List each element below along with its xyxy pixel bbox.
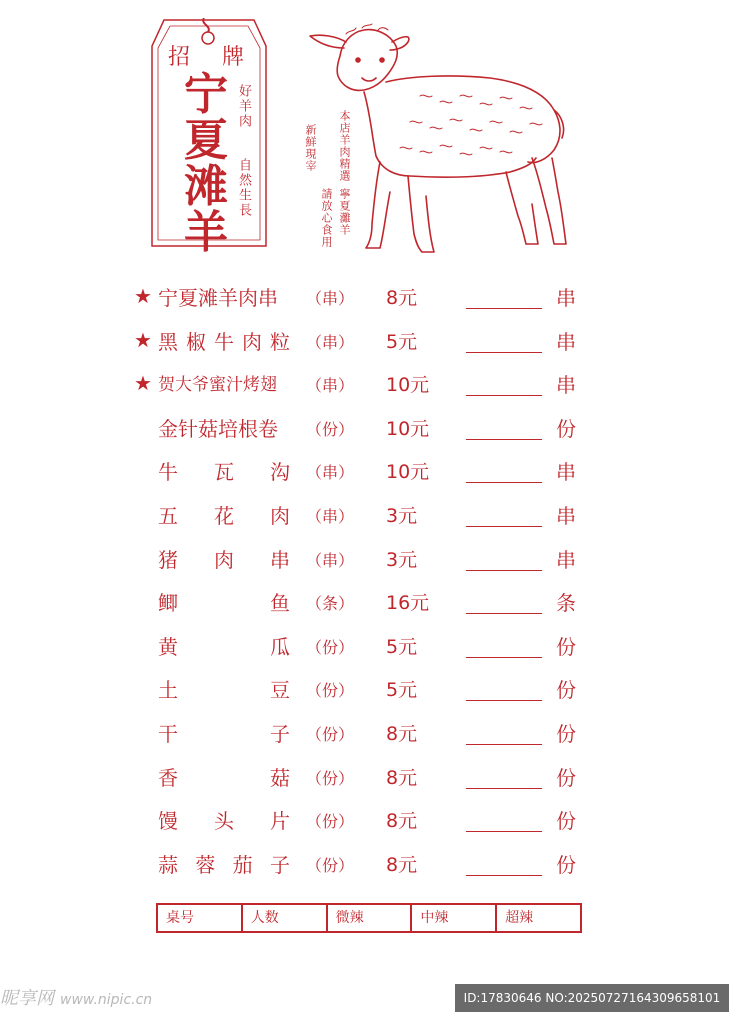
quantity-blank-line[interactable] — [466, 657, 542, 658]
menu-item-count-unit: 份 — [556, 722, 576, 746]
menu-item-name-char: 瓦 — [214, 460, 234, 485]
menu-item-name-char: 根 — [238, 416, 258, 441]
featured-star-icon: ★ — [134, 284, 152, 308]
menu-item-name-char: 香 — [158, 765, 178, 790]
tag-right-char: 牌 — [222, 45, 245, 70]
menu-item-unit: （份） — [306, 768, 355, 788]
menu-item-name-char: 牛 — [214, 329, 234, 354]
menu-item — [0, 720, 729, 750]
menu-item-price: 10元 — [386, 461, 430, 484]
menu-item-price: 8元 — [386, 810, 418, 833]
quantity-blank-line[interactable] — [466, 526, 542, 527]
menu-item-count-unit: 份 — [556, 678, 576, 703]
watermark-left — [0, 984, 152, 1010]
quantity-blank-line[interactable] — [466, 439, 542, 440]
menu-item-name-char: 馒 — [158, 809, 178, 834]
menu-item-name — [158, 458, 290, 486]
menu-item — [0, 851, 729, 881]
quantity-blank-line[interactable] — [466, 352, 542, 353]
menu-item-name-char: 卷 — [258, 416, 278, 441]
menu-item-name — [158, 284, 290, 312]
menu-item-count-unit: 串 — [556, 373, 576, 398]
menu-item — [0, 371, 729, 401]
menu-item — [0, 807, 729, 837]
menu-item-unit: （串） — [306, 550, 355, 570]
menu-item-price: 10元 — [386, 374, 430, 397]
quantity-blank-line[interactable] — [466, 744, 542, 745]
side-text-selected: 本店羊肉精選 — [338, 110, 351, 182]
menu-item-count-unit: 串 — [556, 329, 576, 354]
watermark-url: www.nipic.cn — [60, 992, 153, 1008]
menu-item-name-char: 宁 — [158, 286, 178, 310]
menu-item-name-char: 培 — [218, 416, 238, 441]
menu-item-name-char: 串 — [258, 286, 278, 310]
menu-item-unit: （份） — [306, 855, 355, 875]
menu-item-name-char: 贺 — [158, 375, 175, 396]
extra-spicy-cell[interactable]: 超辣 — [505, 910, 534, 926]
menu-item — [0, 284, 729, 314]
menu-item-name-char: 翅 — [260, 375, 277, 396]
menu-item-unit: （串） — [306, 332, 355, 352]
menu-item-name — [158, 415, 290, 443]
watermark-logo: 昵享网 — [0, 988, 54, 1009]
menu-item-count-unit: 份 — [556, 416, 576, 441]
menu-item-count-unit: 串 — [556, 460, 576, 485]
menu-item-count-unit: 份 — [556, 809, 576, 834]
table-number-cell[interactable]: 桌号 — [158, 905, 243, 931]
people-count-cell[interactable]: 人数 — [243, 905, 328, 931]
tag-title — [180, 69, 232, 258]
menu-item-name-char: 菇 — [198, 416, 218, 441]
menu-item-price: 3元 — [386, 505, 418, 527]
menu-item-name-char: 茄 — [232, 852, 253, 877]
menu-item-name-char: 爷 — [192, 375, 209, 396]
menu-item-name-char: 汁 — [226, 375, 243, 396]
quantity-blank-line[interactable] — [466, 308, 542, 309]
medium-spicy-cell[interactable]: 中辣 — [412, 905, 497, 931]
tag-left-char: 招 — [168, 45, 191, 70]
menu-item-price: 8元 — [386, 853, 418, 876]
menu-item-count-unit: 份 — [556, 765, 576, 790]
menu-item-name-char: 猪 — [158, 547, 178, 572]
menu-item-unit: （份） — [306, 637, 355, 657]
menu-item-name-char: 大 — [175, 375, 192, 396]
quantity-blank-line[interactable] — [466, 831, 542, 832]
menu-item — [0, 676, 729, 706]
menu-item-price: 5元 — [386, 330, 418, 353]
side-text-assure: 請放心食用 — [320, 188, 333, 248]
quantity-blank-line[interactable] — [466, 570, 542, 571]
menu-item-name-char: 蜜 — [209, 375, 226, 396]
quantity-blank-line[interactable] — [466, 395, 542, 396]
menu-item-name-char: 瓜 — [270, 634, 290, 659]
menu-item-name-char: 豆 — [270, 678, 290, 703]
menu-item-unit: （份） — [306, 681, 355, 701]
menu-item-name — [158, 589, 290, 617]
menu-item-name-char: 子 — [269, 852, 290, 877]
menu-item-name — [158, 328, 290, 356]
title-char: 滩 — [184, 161, 228, 212]
side-text-fresh: 新鮮現宰 — [304, 124, 317, 172]
menu-item-name — [158, 371, 290, 399]
quantity-blank-line[interactable] — [466, 482, 542, 483]
menu-item-name-char: 头 — [214, 809, 234, 834]
title-char: 夏 — [184, 115, 228, 166]
menu-item-price: 8元 — [386, 766, 418, 789]
menu-item-price: 5元 — [386, 635, 418, 658]
menu-item-price: 3元 — [386, 548, 418, 571]
quantity-blank-line[interactable] — [466, 613, 542, 614]
title-char: 宁 — [184, 69, 228, 120]
menu-item-name-char: 菇 — [270, 765, 290, 790]
side-text-origin: 寧夏灘羊 — [338, 188, 351, 236]
menu-item-count-unit: 份 — [556, 634, 576, 659]
menu-item-name-char: 黑 — [158, 329, 178, 354]
menu-item-name-char: 椒 — [186, 329, 206, 354]
menu-item — [0, 589, 729, 619]
menu-item — [0, 328, 729, 358]
menu-item-name — [158, 633, 290, 661]
quantity-blank-line[interactable] — [466, 788, 542, 789]
quantity-blank-line[interactable] — [466, 875, 542, 876]
menu-item-name — [158, 546, 290, 574]
menu-item-name-char: 肉 — [238, 286, 258, 310]
menu-item-name-char: 鱼 — [270, 591, 290, 616]
menu-item-name-char: 肉 — [270, 504, 290, 528]
menu-item-name — [158, 720, 290, 748]
tag-subtitle-1: 好羊肉 — [236, 84, 251, 129]
menu-item-name-char: 牛 — [158, 460, 178, 485]
menu-item-name-char: 子 — [270, 722, 290, 746]
menu-item-name-char: 串 — [270, 547, 290, 572]
menu-item-name-char: 粒 — [270, 329, 290, 354]
menu-item-unit: （串） — [306, 463, 355, 483]
menu-item-name-char: 羊 — [218, 286, 238, 310]
menu-item-count-unit: 份 — [556, 852, 576, 877]
watermark-id: ID:17830646 NO:20250727164309658101 — [455, 984, 729, 1012]
menu-item-name — [158, 676, 290, 704]
menu-item-name-char: 黄 — [158, 634, 178, 659]
menu-item-price: 5元 — [386, 679, 418, 702]
menu-item-name-char: 土 — [158, 678, 178, 703]
menu-item-price: 8元 — [386, 723, 418, 745]
menu-item-unit: （份） — [306, 812, 355, 832]
menu-item-name — [158, 502, 290, 530]
menu-item-name-char: 金 — [158, 416, 178, 441]
menu-item-name — [158, 807, 290, 835]
menu-item-price: 10元 — [386, 417, 430, 440]
menu-item-count-unit: 条 — [556, 591, 576, 616]
menu-item-name-char: 针 — [178, 416, 198, 441]
menu-item-name — [158, 851, 290, 879]
menu-item — [0, 546, 729, 576]
menu-item-unit: （串） — [306, 507, 355, 526]
menu-item-count-unit: 串 — [556, 286, 576, 310]
menu-item-count-unit: 串 — [556, 547, 576, 572]
menu-item-name-char: 肉 — [242, 329, 262, 354]
menu-item-name-char: 滩 — [198, 286, 218, 310]
menu-item-name-char: 夏 — [178, 286, 198, 310]
menu-item-name-char: 干 — [158, 722, 178, 746]
menu-tag — [150, 18, 268, 258]
menu-item-price: 16元 — [386, 592, 430, 615]
menu-item-name-char: 肉 — [214, 547, 234, 572]
menu-item-unit: （串） — [306, 376, 355, 396]
menu-item-unit: （条） — [306, 594, 355, 614]
menu-item — [0, 415, 729, 445]
menu-item-unit: （串） — [306, 289, 355, 308]
menu-item — [0, 458, 729, 488]
tag-subtitle-2: 自然生長 — [236, 158, 251, 218]
menu-item-name-char: 沟 — [270, 460, 290, 485]
title-char: 羊 — [184, 207, 228, 258]
menu-item-name-char: 蒜 — [158, 852, 178, 877]
menu-item — [0, 633, 729, 663]
menu-item — [0, 764, 729, 794]
menu-item-name-char: 五 — [158, 504, 178, 528]
menu-item-name — [158, 764, 290, 792]
menu-item-name-char: 蓉 — [195, 852, 216, 877]
menu-item-name-char: 烤 — [243, 375, 260, 396]
menu-item-unit: （份） — [306, 725, 355, 744]
sheep-illustration — [300, 12, 570, 257]
order-info-table — [156, 903, 582, 933]
menu-item-name-char: 花 — [214, 504, 234, 528]
menu-item-name-char: 鲫 — [158, 591, 178, 616]
featured-star-icon: ★ — [134, 327, 152, 352]
menu-item-count-unit: 串 — [556, 504, 576, 528]
menu-item — [0, 502, 729, 532]
menu-item-unit: （份） — [306, 419, 355, 439]
menu-item-name-char: 片 — [270, 809, 290, 834]
menu-item-price: 8元 — [386, 287, 418, 309]
featured-star-icon: ★ — [134, 371, 152, 396]
quantity-blank-line[interactable] — [466, 700, 542, 701]
mild-spicy-cell[interactable]: 微辣 — [328, 905, 413, 931]
